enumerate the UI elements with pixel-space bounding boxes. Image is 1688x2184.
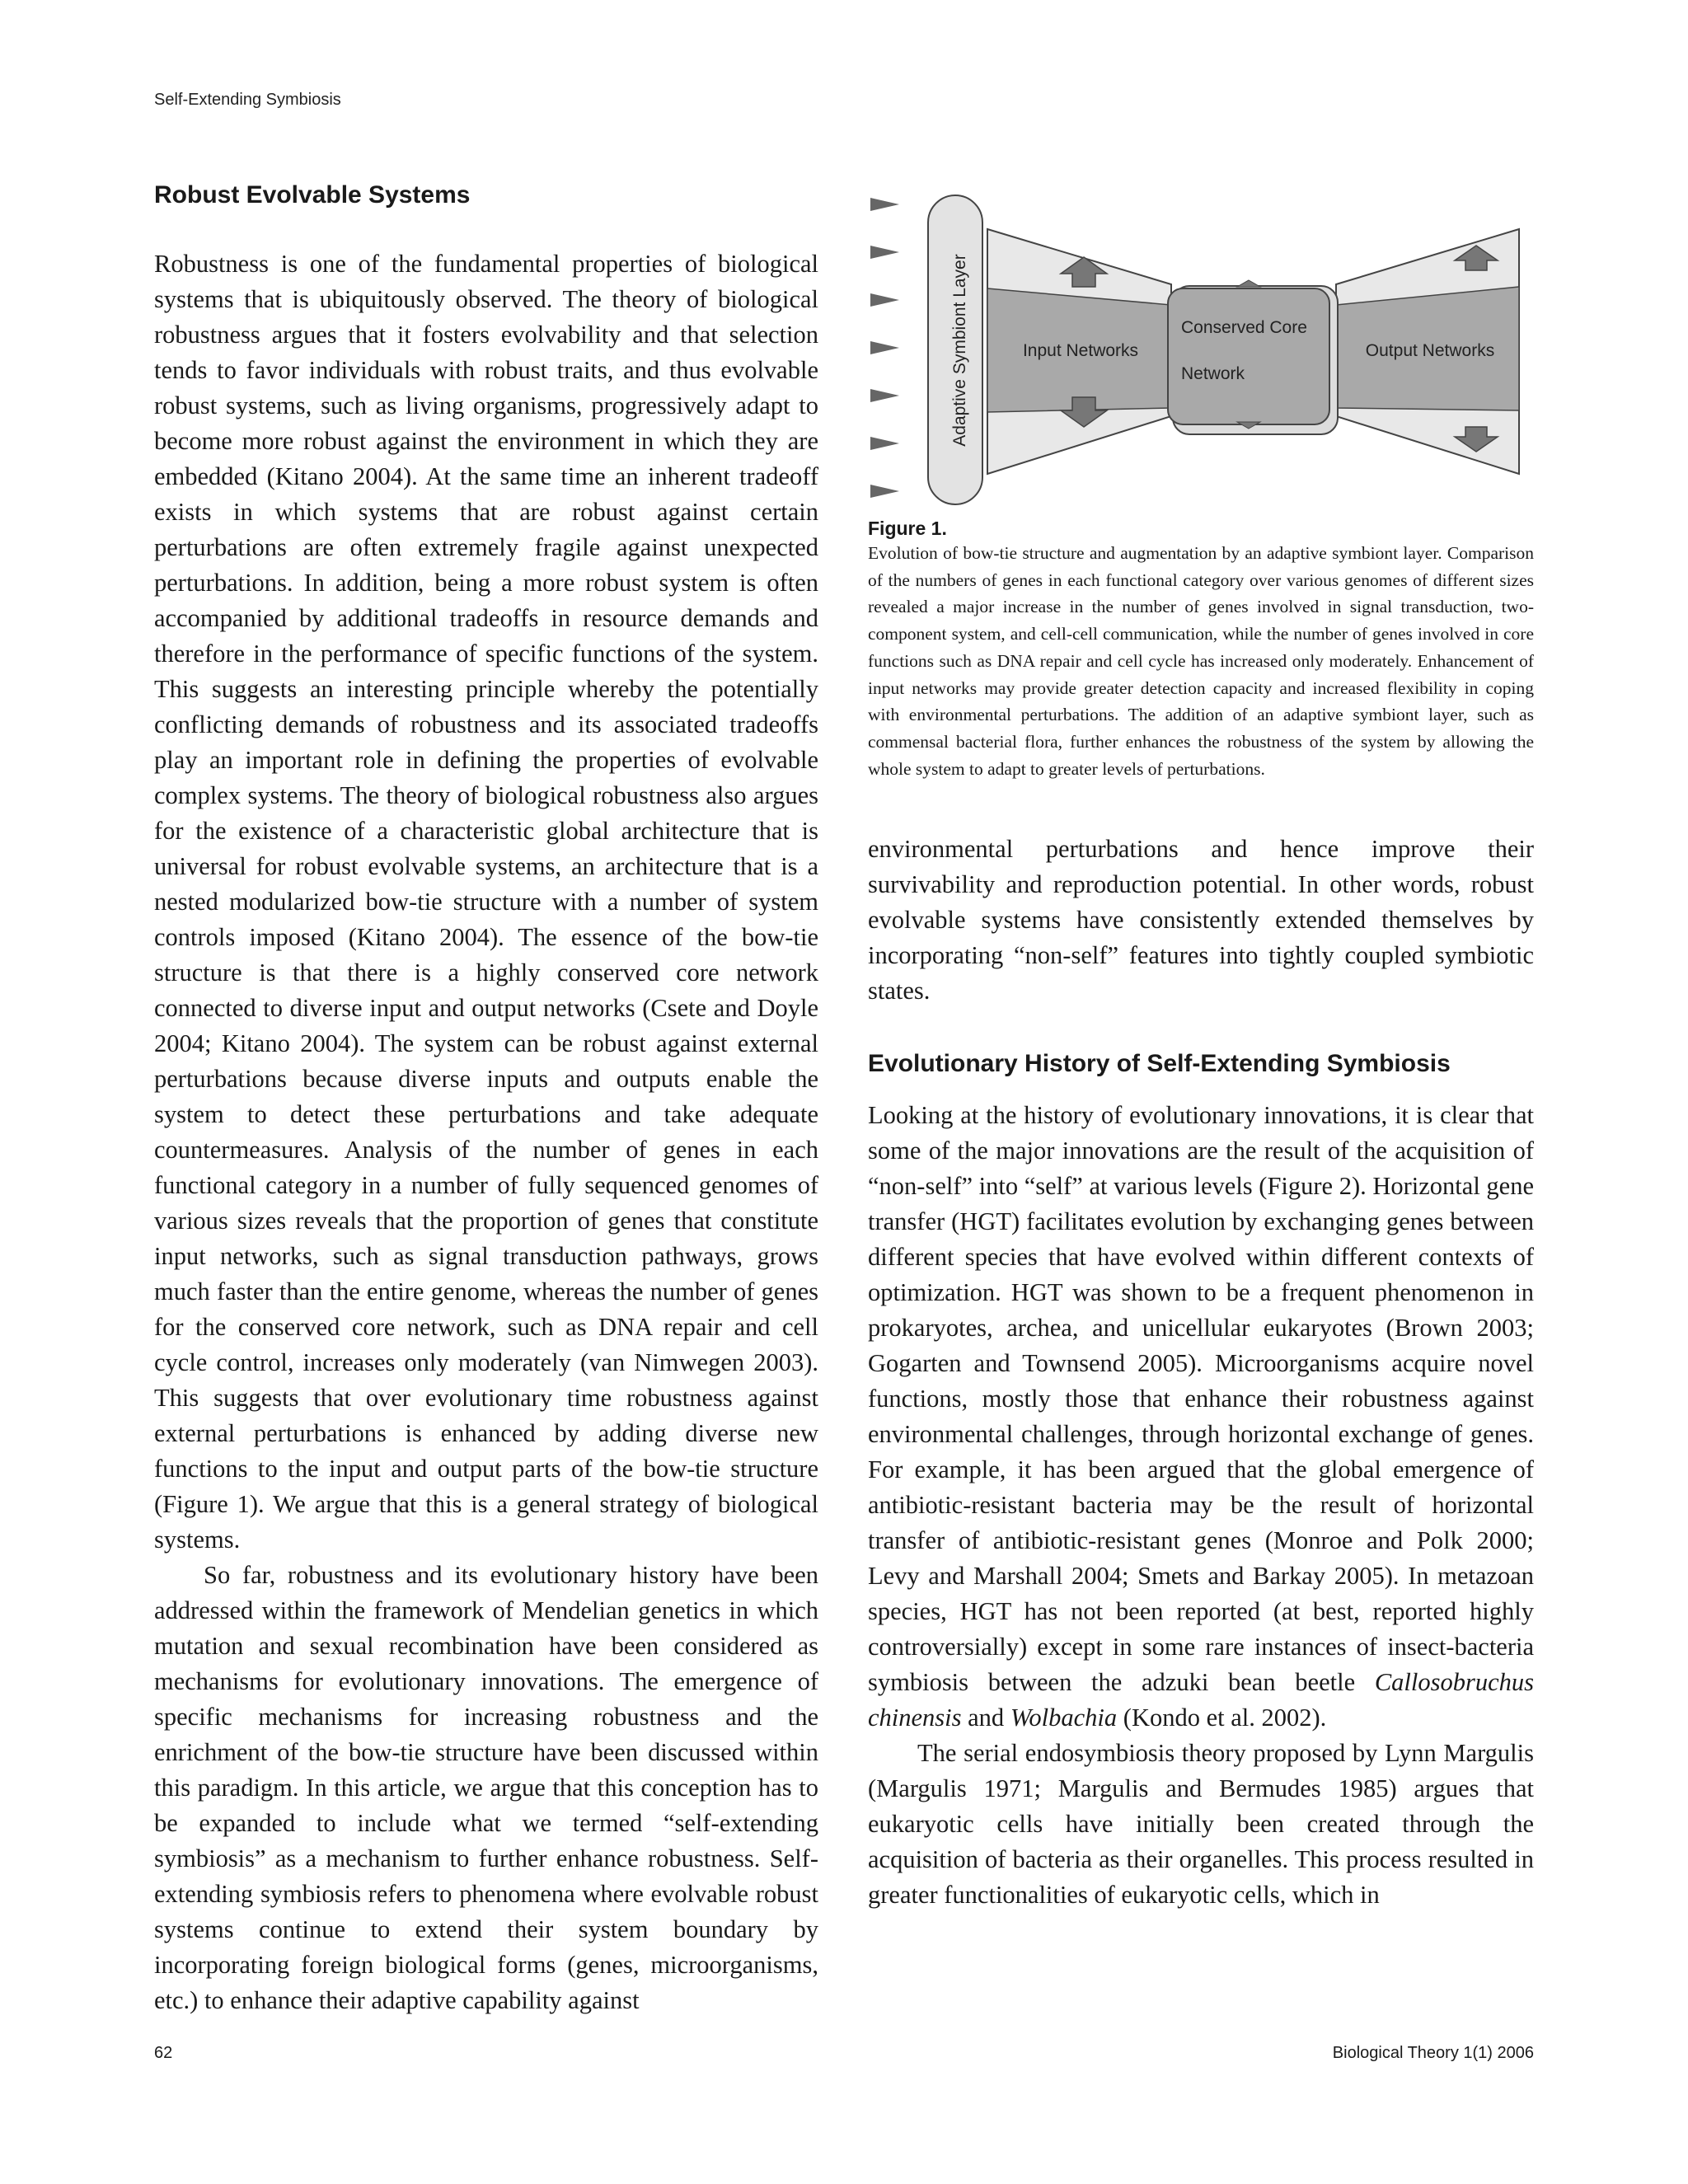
- body-paragraph: Looking at the history of evolutionary innovations, it is clear that some of the major innovations are the result of the acquisition of “non-self” into “self” at various levels (Figure 2). Horizontal gene transfer (HGT) facilitates evolution by exchanging genes between different species that have evolved within different contexts of optimization. HGT was shown to be a frequent phenomenon in prokaryotes, archea, and unicellular eukaryotes (Brown 2003; Gogarten and Townsend 2005). Microorganisms acquire novel functions, mostly those that enhance their robustness against environmental challenges, through horizontal exchange of genes. For example, it has been argued that the global emergence of antibiotic-resistant bacteria may be the result of horizontal transfer of antibiotic-resistant genes (Monroe and Polk 2000; Levy and Marshall 2004; Smets and Barkay 2005). In metazoan species, HGT has not been reported (at best, reported highly controversially) except in some rare instances of insect-bacteria symbiosis between the adzuki bean beetle Callosobruchus chinensis and Wolbachia (Kondo et al. 2002).: [868, 1101, 1534, 1732]
- up-arrow-icon: [1237, 280, 1260, 287]
- bow-tie-diagram: [868, 181, 1534, 511]
- figure-label: Figure 1.: [868, 518, 947, 539]
- perturbation-arrow-icon: [870, 437, 899, 450]
- perturbation-arrow-icon: [870, 198, 899, 211]
- page-number: 62: [154, 2044, 173, 2062]
- adaptive-layer-label: Adaptive Symbiont Layer: [950, 254, 969, 447]
- perturbation-arrow-icon: [870, 341, 899, 354]
- figure-1-diagram: [868, 181, 1534, 511]
- body-paragraph: The serial endosymbiosis theory proposed by Lynn Margulis (Margulis 1971; Margulis and Bermudes 1985) argues that eukaryotic cells have initially been created through the acquisition of bacteria as their organelles. This process resulted in greater functionalities of eukaryotic cells, which in: [868, 1739, 1534, 1910]
- figure-caption: Evolution of bow-tie structure and augmentation by an adaptive symbiont layer. Comparison of the numbers of genes in each functional category over various genomes of different sizes revealed a major increase in the number of genes involved in signal transduction, two-component system, and cell-cell communication, while the number of genes involved in core functions such as DNA repair and cell cycle has increased only moderately. Enhancement of input networks may provide greater detection capacity and increased flexibility in coping with environmental perturbations. The addition of an adaptive symbiont layer, such as commensal bacterial flora, further enhances the robustness of the system by allowing the whole system to adapt to greater levels of perturbations.: [868, 543, 1534, 779]
- core-label-line1: Conserved Core: [1181, 318, 1307, 337]
- right-column: [868, 181, 1534, 1913]
- left-column: [154, 181, 818, 2018]
- journal-citation: Biological Theory 1(1) 2006: [1332, 2044, 1534, 2062]
- output-networks-label: Output Networks: [1365, 341, 1495, 360]
- perturbation-arrow-icon: [870, 389, 899, 402]
- section-heading-robust: Robust Evolvable Systems: [154, 181, 471, 209]
- running-head: Self-Extending Symbiosis: [154, 91, 341, 109]
- section-heading-evolutionary-history: Evolutionary History of Self-Extending Symbiosis: [868, 1050, 1451, 1078]
- continuation-paragraph: environmental perturbations and hence improve their survivability and reproduction potential. In other words, robust evolvable systems have consistently extended themselves by incorporating “non-self” features into tightly coupled symbiotic states.: [868, 835, 1534, 1005]
- core-label-line2: Network: [1181, 364, 1245, 383]
- species-name: Callosobruchus chinensis: [868, 1668, 1534, 1732]
- body-paragraph: So far, robustness and its evolutionary history have been addressed within the framework of Mendelian genetics in which mutation and sexual recombination have been considered as mechanisms for evolutionary innovations. The emergence of specific mechanisms for increasing robustness and the enrichment of the bow-tie structure have been discussed within this paradigm. In this article, we argue that this conception has to be expanded to include what we termed “self-extending symbiosis” as a mechanism to further enhance robustness. Self-extending symbiosis refers to phenomena where evolvable robust systems continue to extend their system boundary by incorporating foreign biological forms (genes, microorganisms, etc.) to enhance their adaptive capability against: [154, 1561, 818, 2014]
- species-name: Wolbachia: [1010, 1704, 1118, 1732]
- perturbation-arrow-icon: [870, 246, 899, 259]
- body-paragraph: Robustness is one of the fundamental properties of biological systems that is ubiquitously observed. The theory of biological robustness argues that it fosters evolvability and that selection tends to favor individuals with robust traits, and thus evolvable robust systems, such as living organisms, progressively adapt to become more robust against the environment in which they are embedded (Kitano 2004). At the same time an inherent tradeoff exists in which systems that are robust against certain perturbations are often extremely fragile against unexpected perturbations. In addition, being a more robust system is often accompanied by additional tradeoffs in resource demands and therefore in the performance of specific functions of the system. This suggests an interesting principle whereby the potentially conflicting demands of robustness and its associated tradeoffs play an important role in defining the properties of evolvable complex systems. The theory of biological robustness also argues for the existence of a characteristic global architecture that is universal for robust evolvable systems, an architecture that is a nested modularized bow-tie structure with a number of system controls imposed (Kitano 2004). The essence of the bow-tie structure is that there is a highly conserved core network connected to diverse input and output networks (Csete and Doyle 2004; Kitano 2004). The system can be robust against external perturbations because diverse inputs and outputs enable the system to detect these perturbations and take adequate countermeasures. Analysis of the number of genes in each functional category in a number of fully sequenced genomes of various sizes reveals that the proportion of genes that constitute input networks, such as signal transduction pathways, grows much faster than the entire genome, whereas the number of genes for the conserved core network, such as DNA repair and cell cycle control, increases only moderately (van Nimwegen 2003). This suggests that over evolutionary time robustness against external perturbations is enhanced by adding diverse new functions to the input and output parts of the bow-tie structure (Figure 1). We argue that this is a general strategy of biological systems.: [154, 250, 818, 1554]
- conserved-core-network: [1168, 288, 1329, 424]
- perturbation-arrow-icon: [870, 293, 899, 307]
- perturbation-arrow-icon: [870, 485, 899, 498]
- input-networks-label: Input Networks: [1022, 341, 1139, 360]
